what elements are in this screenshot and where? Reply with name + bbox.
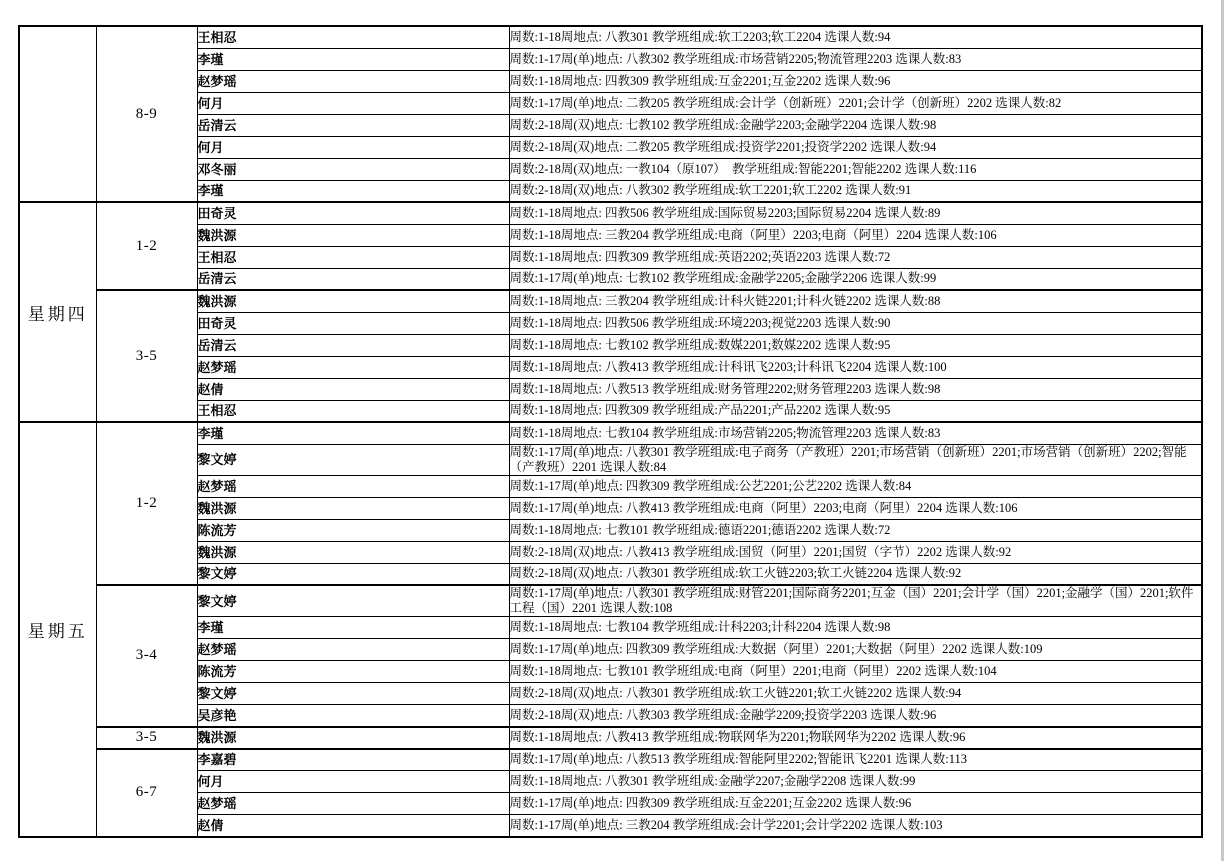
- class-detail-cell: 周数:1-18周地点: 七教104 教学班组成:市场营销2205;物流管理2203 选课人数:83: [509, 422, 1202, 444]
- period-cell: 3-5: [96, 290, 197, 422]
- schedule-row: [19, 180, 1202, 202]
- teacher-name-cell: 何月: [197, 136, 509, 158]
- teacher-name-cell: 田奇灵: [197, 202, 509, 224]
- teacher-name-cell: 李瑾: [197, 617, 509, 639]
- teacher-name-cell: 何月: [197, 771, 509, 793]
- schedule-row: [19, 268, 1202, 290]
- day-cell: [19, 26, 96, 202]
- schedule-row: [19, 136, 1202, 158]
- schedule-row: [19, 771, 1202, 793]
- teacher-name-cell: 李瑾: [197, 422, 509, 444]
- schedule-row: [19, 202, 1202, 224]
- teacher-name-cell: 王相忍: [197, 246, 509, 268]
- class-detail-cell: 周数:1-17周(单)地点: 四教309 教学班组成:大数据（阿里）2201;大数据（阿里）2202 选课人数:109: [509, 639, 1202, 661]
- class-detail-cell: 周数:1-17周(单)地点: 四教309 教学班组成:公艺2201;公艺2202 选课人数:84: [509, 475, 1202, 497]
- teacher-name-cell: 邓冬丽: [197, 158, 509, 180]
- schedule-row: [19, 585, 1202, 617]
- class-detail-cell: 周数:2-18周(双)地点: 八教413 教学班组成:国贸（阿里）2201;国贸（字节）2202 选课人数:92: [509, 541, 1202, 563]
- teacher-name-cell: 赵梦瑶: [197, 475, 509, 497]
- schedule-row: [19, 475, 1202, 497]
- schedule-row: [19, 334, 1202, 356]
- schedule-row: [19, 541, 1202, 563]
- schedule-row: [19, 70, 1202, 92]
- teacher-name-cell: 何月: [197, 92, 509, 114]
- schedule-row: [19, 246, 1202, 268]
- class-detail-cell: 周数:1-18周地点: 七教104 教学班组成:计科2203;计科2204 选课人数:98: [509, 617, 1202, 639]
- teacher-name-cell: 魏洪源: [197, 541, 509, 563]
- teacher-name-cell: 赵倩: [197, 378, 509, 400]
- schedule-row: [19, 26, 1202, 48]
- class-detail-cell: 周数:1-17周(单)地点: 八教413 教学班组成:电商（阿里）2203;电商（阿里）2204 选课人数:106: [509, 497, 1202, 519]
- teacher-name-cell: 黎文婷: [197, 683, 509, 705]
- day-cell: 星期四: [19, 202, 96, 422]
- teacher-name-cell: 李瑾: [197, 180, 509, 202]
- schedule-row: [19, 290, 1202, 312]
- schedule-row: [19, 661, 1202, 683]
- period-cell: 3-4: [96, 585, 197, 727]
- class-detail-cell: 周数:1-18周地点: 四教309 教学班组成:产品2201;产品2202 选课人数:95: [509, 400, 1202, 422]
- teacher-name-cell: 岳清云: [197, 334, 509, 356]
- schedule-row: [19, 683, 1202, 705]
- class-detail-cell: 周数:2-18周(双)地点: 八教302 教学班组成:软工2201;软工2202 选课人数:91: [509, 180, 1202, 202]
- schedule-row: [19, 749, 1202, 771]
- class-detail-cell: 周数:1-18周地点: 八教301 教学班组成:软工2203;软工2204 选课人数:94: [509, 26, 1202, 48]
- schedule-row: [19, 356, 1202, 378]
- teacher-name-cell: 魏洪源: [197, 224, 509, 246]
- class-detail-cell: 周数:2-18周(双)地点: 一教104（原107） 教学班组成:智能2201;智能2202 选课人数:116: [509, 158, 1202, 180]
- teacher-name-cell: 吴彦艳: [197, 705, 509, 727]
- teacher-name-cell: 赵梦瑶: [197, 793, 509, 815]
- teacher-name-cell: 赵梦瑶: [197, 70, 509, 92]
- schedule-row: [19, 422, 1202, 444]
- schedule-row: [19, 793, 1202, 815]
- schedule-row: [19, 114, 1202, 136]
- class-detail-cell: 周数:1-18周地点: 四教506 教学班组成:环境2203;视觉2203 选课人数:90: [509, 312, 1202, 334]
- class-detail-cell: 周数:2-18周(双)地点: 二教205 教学班组成:投资学2201;投资学2202 选课人数:94: [509, 136, 1202, 158]
- class-detail-cell: 周数:1-17周(单)地点: 八教301 教学班组成:财管2201;国际商务2201;互金（国）2201;会计学（国）2201;金融学（国）2201;软件工程（国）2201 选课人数:108: [509, 585, 1202, 617]
- class-detail-cell: 周数:1-18周地点: 七教102 教学班组成:数媒2201;数媒2202 选课人数:95: [509, 334, 1202, 356]
- schedule-row: [19, 48, 1202, 70]
- schedule-row: [19, 563, 1202, 585]
- schedule-row: [19, 312, 1202, 334]
- class-detail-cell: 周数:2-18周(双)地点: 八教303 教学班组成:金融学2209;投资学2203 选课人数:96: [509, 705, 1202, 727]
- teacher-name-cell: 黎文婷: [197, 563, 509, 585]
- class-detail-cell: 周数:1-17周(单)地点: 七教102 教学班组成:金融学2205;金融学2206 选课人数:99: [509, 268, 1202, 290]
- teacher-name-cell: 田奇灵: [197, 312, 509, 334]
- class-detail-cell: 周数:2-18周(双)地点: 七教102 教学班组成:金融学2203;金融学2204 选课人数:98: [509, 114, 1202, 136]
- schedule-row: [19, 639, 1202, 661]
- teacher-name-cell: 岳清云: [197, 268, 509, 290]
- schedule-row: [19, 497, 1202, 519]
- class-detail-cell: 周数:1-18周地点: 八教301 教学班组成:金融学2207;金融学2208 选课人数:99: [509, 771, 1202, 793]
- class-detail-cell: 周数:1-18周地点: 八教513 教学班组成:财务管理2202;财务管理2203 选课人数:98: [509, 378, 1202, 400]
- teacher-name-cell: 赵梦瑶: [197, 639, 509, 661]
- teacher-name-cell: 赵梦瑶: [197, 356, 509, 378]
- teacher-name-cell: 陈流芳: [197, 519, 509, 541]
- class-detail-cell: 周数:2-18周(双)地点: 八教301 教学班组成:软工火链2203;软工火链2204 选课人数:92: [509, 563, 1202, 585]
- class-detail-cell: 周数:1-17周(单)地点: 四教309 教学班组成:互金2201;互金2202 选课人数:96: [509, 793, 1202, 815]
- schedule-row: [19, 444, 1202, 475]
- class-detail-cell: 周数:1-17周(单)地点: 八教302 教学班组成:市场营销2205;物流管理2203 选课人数:83: [509, 48, 1202, 70]
- schedule-row: [19, 705, 1202, 727]
- class-detail-cell: 周数:1-18周地点: 四教506 教学班组成:国际贸易2203;国际贸易2204 选课人数:89: [509, 202, 1202, 224]
- class-detail-cell: 周数:1-17周(单)地点: 八教513 教学班组成:智能阿里2202;智能讯飞2201 选课人数:113: [509, 749, 1202, 771]
- schedule-row: [19, 400, 1202, 422]
- period-cell: 1-2: [96, 202, 197, 290]
- schedule-row: [19, 617, 1202, 639]
- schedule-row: [19, 815, 1202, 837]
- class-detail-cell: 周数:1-18周地点: 八教413 教学班组成:计科讯飞2203;计科讯飞2204 选课人数:100: [509, 356, 1202, 378]
- class-detail-cell: 周数:1-18周地点: 七教101 教学班组成:电商（阿里）2201;电商（阿里）2202 选课人数:104: [509, 661, 1202, 683]
- page-right-edge: [1221, 0, 1224, 861]
- class-detail-cell: 周数:1-18周地点: 四教309 教学班组成:互金2201;互金2202 选课人数:96: [509, 70, 1202, 92]
- schedule-row: [19, 519, 1202, 541]
- class-detail-cell: 周数:1-17周(单)地点: 八教301 教学班组成:电子商务（产教班）2201;市场营销（创新班）2201;市场营销（创新班）2202;智能（产教班）2201 选课人数:84: [509, 444, 1202, 475]
- teacher-name-cell: 岳清云: [197, 114, 509, 136]
- teacher-name-cell: 李瑾: [197, 48, 509, 70]
- class-detail-cell: 周数:1-17周(单)地点: 三教204 教学班组成:会计学2201;会计学2202 选课人数:103: [509, 815, 1202, 837]
- schedule-row: [19, 727, 1202, 749]
- schedule-table: [18, 25, 1203, 838]
- schedule-row: [19, 158, 1202, 180]
- teacher-name-cell: 黎文婷: [197, 585, 509, 617]
- period-cell: 6-7: [96, 749, 197, 837]
- day-cell: 星期五: [19, 422, 96, 837]
- schedule-table-body: [19, 26, 1202, 837]
- class-detail-cell: 周数:2-18周(双)地点: 八教301 教学班组成:软工火链2201;软工火链2202 选课人数:94: [509, 683, 1202, 705]
- teacher-name-cell: 王相忍: [197, 26, 509, 48]
- class-detail-cell: 周数:1-18周地点: 八教413 教学班组成:物联网华为2201;物联网华为2202 选课人数:96: [509, 727, 1202, 749]
- class-detail-cell: 周数:1-18周地点: 七教101 教学班组成:德语2201;德语2202 选课人数:72: [509, 519, 1202, 541]
- teacher-name-cell: 李嘉碧: [197, 749, 509, 771]
- schedule-row: [19, 378, 1202, 400]
- class-detail-cell: 周数:1-17周(单)地点: 二教205 教学班组成:会计学（创新班）2201;会计学（创新班）2202 选课人数:82: [509, 92, 1202, 114]
- schedule-row: [19, 224, 1202, 246]
- teacher-name-cell: 魏洪源: [197, 290, 509, 312]
- period-cell: 3-5: [96, 727, 197, 749]
- teacher-name-cell: 王相忍: [197, 400, 509, 422]
- period-cell: 8-9: [96, 26, 197, 202]
- teacher-name-cell: 黎文婷: [197, 444, 509, 475]
- schedule-row: [19, 92, 1202, 114]
- class-detail-cell: 周数:1-18周地点: 三教204 教学班组成:计科火链2201;计科火链2202 选课人数:88: [509, 290, 1202, 312]
- teacher-name-cell: 魏洪源: [197, 497, 509, 519]
- class-detail-cell: 周数:1-18周地点: 四教309 教学班组成:英语2202;英语2203 选课人数:72: [509, 246, 1202, 268]
- teacher-name-cell: 赵倩: [197, 815, 509, 837]
- class-detail-cell: 周数:1-18周地点: 三教204 教学班组成:电商（阿里）2203;电商（阿里）2204 选课人数:106: [509, 224, 1202, 246]
- teacher-name-cell: 魏洪源: [197, 727, 509, 749]
- teacher-name-cell: 陈流芳: [197, 661, 509, 683]
- period-cell: 1-2: [96, 422, 197, 585]
